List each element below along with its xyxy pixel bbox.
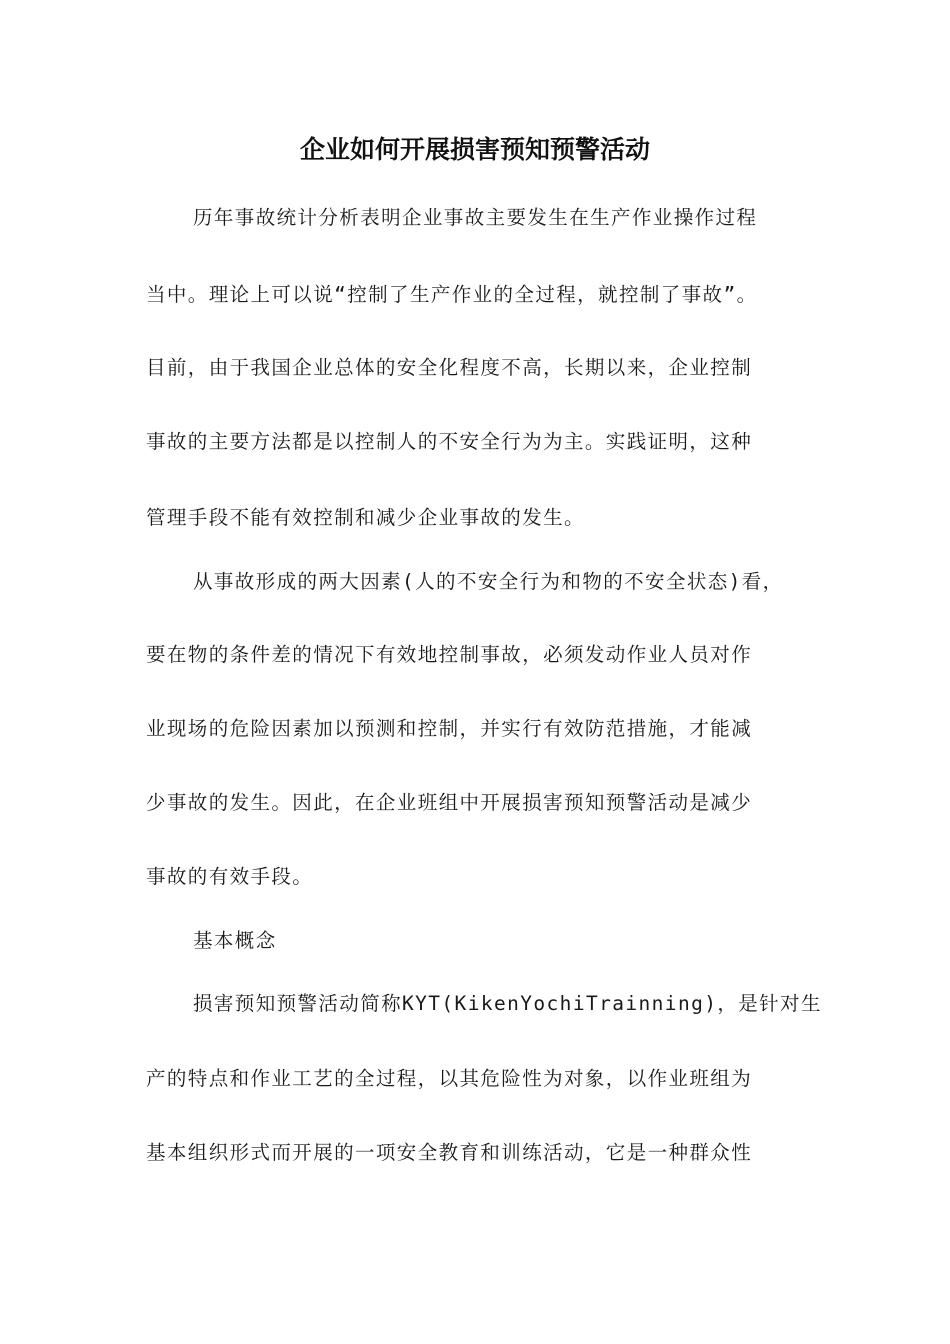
document-title: 企业如何开展损害预知预警活动 (299, 135, 650, 164)
section-heading-basic-concept: 基本概念 (193, 929, 277, 952)
paragraph-3-line-1: 损害预知预警活动简称KYT(KikenYochiTrainning)，是针对生 (193, 992, 822, 1015)
paragraph-2-line-1: 从事故形成的两大因素(人的不安全行为和物的不安全状态)看， (193, 570, 784, 593)
paragraph-2-line-5: 事故的有效手段。 (146, 865, 314, 888)
paragraph-1-line-3: 目前，由于我国企业总体的安全化程度不高，长期以来，企业控制 (146, 356, 753, 379)
paragraph-3-line-2: 产的特点和作业工艺的全过程，以其危险性为对象，以作业班组为 (146, 1067, 753, 1090)
paragraph-1-line-1: 历年事故统计分析表明企业事故主要发生在生产作业操作过程 (193, 206, 758, 229)
paragraph-1-line-4: 事故的主要方法都是以控制人的不安全行为为主。实践证明，这种 (146, 430, 753, 453)
paragraph-2-line-4: 少事故的发生。因此，在企业班组中开展损害预知预警活动是减少 (146, 791, 753, 814)
paragraph-1-line-5: 管理手段不能有效控制和减少企业事故的发生。 (146, 506, 585, 529)
paragraph-2-line-2: 要在物的条件差的情况下有效地控制事故，必须发动作业人员对作 (146, 643, 753, 666)
paragraph-3-line-3: 基本组织形式而开展的一项安全教育和训练活动，它是一种群众性 (146, 1141, 753, 1164)
paragraph-1-line-2: 当中。理论上可以说“控制了生产作业的全过程，就控制了事故”。 (146, 283, 758, 306)
paragraph-2-line-3: 业现场的危险因素加以预测和控制，并实行有效防范措施，才能减 (146, 717, 753, 740)
